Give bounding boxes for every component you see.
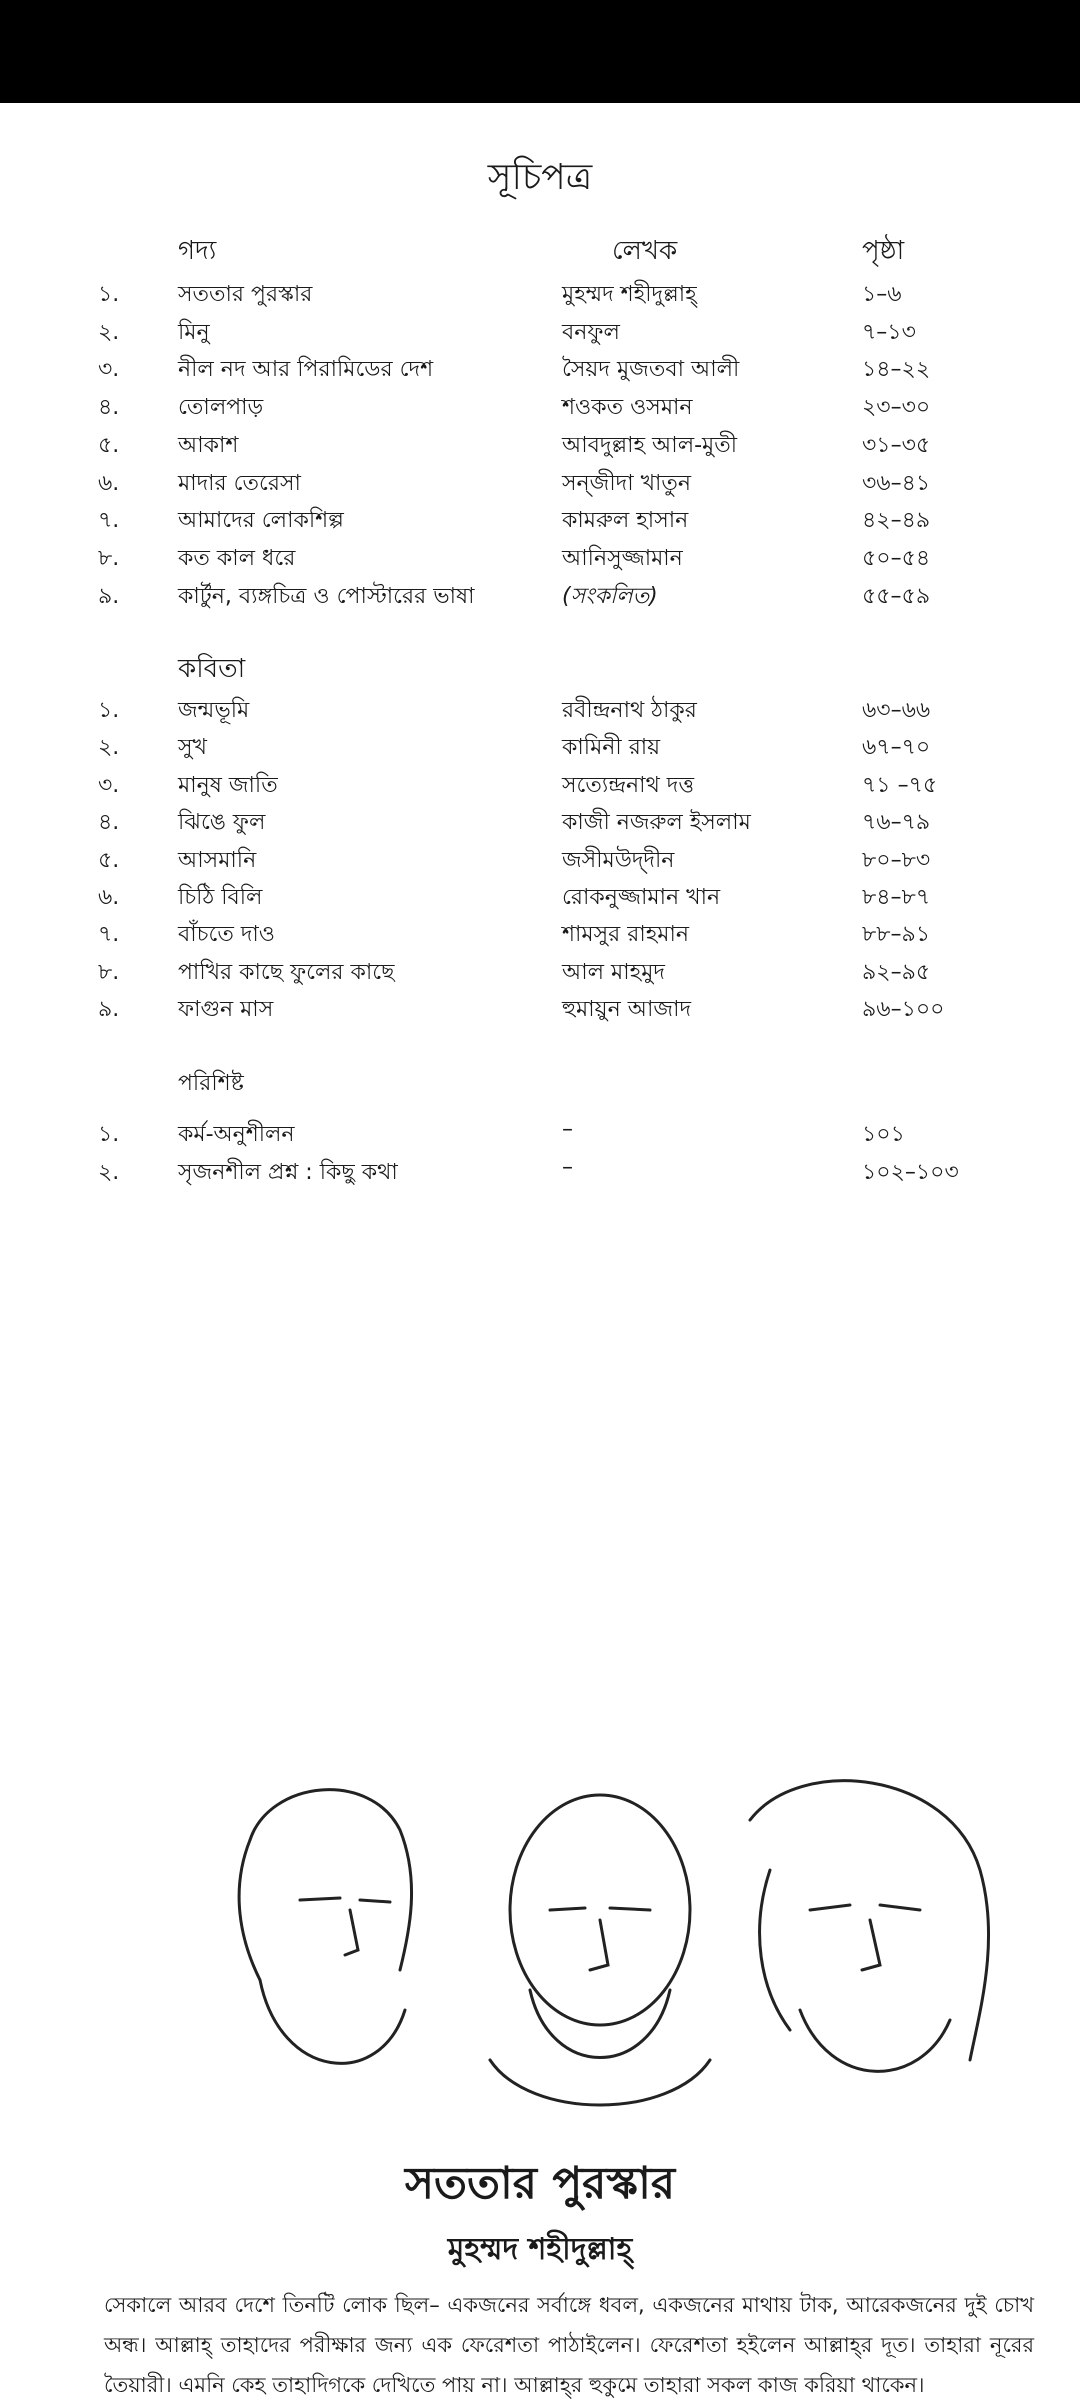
toc-author: জসীমউদ্‌দীন xyxy=(562,847,675,873)
toc-page: ৯২–৯৫ xyxy=(862,959,931,985)
toc-title: ঝিঙে ফুল xyxy=(178,810,266,836)
toc-page: ৩১–৩৫ xyxy=(862,432,931,458)
toc-page: ১৪–২২ xyxy=(862,357,931,383)
portrait-illustration xyxy=(190,1760,1010,2180)
toc-page: ৬৭–৭০ xyxy=(862,735,931,761)
right-portrait-eyes xyxy=(810,1905,920,1910)
toc-title: পাখির কাছে ফুলের কাছে xyxy=(178,959,395,985)
toc-author: আনিসুজ্জামান xyxy=(562,545,683,571)
toc-number: ২. xyxy=(98,735,120,761)
prose-header: গদ্য xyxy=(178,236,217,266)
toc-row[interactable] xyxy=(0,277,1080,315)
toc-number: ৪. xyxy=(98,395,120,421)
toc-author: কামরুল হাসান xyxy=(562,508,689,534)
toc-row[interactable] xyxy=(0,768,1080,806)
toc-row[interactable] xyxy=(0,730,1080,768)
toc-page: ২৩–৩০ xyxy=(862,395,931,421)
toc-number: ৮. xyxy=(98,959,120,985)
toc-author: আবদুল্লাহ আল-মুতী xyxy=(562,432,738,458)
toc-row[interactable] xyxy=(0,503,1080,541)
toc-title: কার্টুন, ব্যঙ্গচিত্র ও পোস্টারের ভাষা xyxy=(178,583,475,609)
left-portrait-hair xyxy=(239,1840,260,1980)
toc-title: তোলপাড় xyxy=(178,395,264,421)
toc-row[interactable] xyxy=(0,579,1080,617)
toc-author: আল মাহমুদ xyxy=(562,959,665,985)
middle-portrait-eyes xyxy=(550,1908,650,1910)
toc-author: সত্যেন্দ্রনাথ দত্ত xyxy=(562,772,695,798)
toc-title: সুখ xyxy=(178,735,207,761)
toc-page: ৯৬–১০০ xyxy=(862,997,945,1023)
poetry-header: কবিতা xyxy=(178,654,246,684)
middle-portrait-collar xyxy=(490,2060,710,2105)
toc-page: ৭৬–৭৯ xyxy=(862,810,931,836)
toc-author: মুহম্মদ শহীদুল্লাহ্ xyxy=(562,282,697,307)
toc-row[interactable] xyxy=(0,693,1080,731)
toc-number: ৬. xyxy=(98,470,120,496)
toc-title: আমাদের লোকশিল্প xyxy=(178,508,344,534)
toc-author: শওকত ওসমান xyxy=(562,395,693,421)
toc-author: সন্‌জীদা খাতুন xyxy=(562,470,692,496)
right-portrait-face xyxy=(760,1870,790,2030)
toc-author: রোকনুজ্জামান খান xyxy=(562,885,721,910)
toc-number: ৪. xyxy=(98,810,120,836)
toc-row[interactable] xyxy=(0,880,1080,918)
toc-number: ১. xyxy=(98,1122,120,1147)
toc-number: ৯. xyxy=(98,583,120,609)
toc-row[interactable] xyxy=(0,805,1080,843)
toc-number: ৯. xyxy=(98,997,120,1023)
left-portrait-beard xyxy=(260,1980,405,2063)
appendix-header: পরিশিষ্ট xyxy=(178,1071,244,1096)
toc-row[interactable] xyxy=(0,541,1080,579)
left-portrait-head xyxy=(250,1790,412,1970)
toc-row[interactable] xyxy=(0,1117,1080,1155)
toc-number: ৬. xyxy=(98,885,120,910)
toc-author: বনফুল xyxy=(562,319,620,345)
toc-title: কত কাল ধরে xyxy=(178,545,296,571)
toc-page: ৩৬–৪১ xyxy=(862,470,931,496)
middle-portrait-nose xyxy=(590,1920,608,1970)
toc-page: ৭–১৩ xyxy=(862,319,916,345)
toc-number: ৩. xyxy=(98,357,120,383)
toc-page: ৬৩–৬৬ xyxy=(862,698,931,723)
toc-page: ৫৫–৫৯ xyxy=(862,583,931,609)
chapter-author: মুহম্মদ শহীদুল্লাহ্ xyxy=(447,2232,633,2267)
toc-title: মাদার তেরেসা xyxy=(178,470,301,496)
toc-number: ২. xyxy=(98,319,120,345)
toc-number: ১. xyxy=(98,282,120,307)
toc-row[interactable] xyxy=(0,390,1080,428)
toc-title: সততার পুরস্কার xyxy=(178,282,313,307)
toc-row[interactable] xyxy=(0,428,1080,466)
toc-title: নীল নদ আর পিরামিডের দেশ xyxy=(178,357,434,383)
toc-page: ৪২–৪৯ xyxy=(862,508,931,534)
toc-number: ১. xyxy=(98,698,120,723)
toc-row[interactable] xyxy=(0,352,1080,390)
right-portrait-beard xyxy=(800,2010,950,2071)
page-title: সূচিপত্র xyxy=(487,157,593,198)
toc-title: ফাগুন মাস xyxy=(178,997,274,1023)
toc-row[interactable] xyxy=(0,955,1080,993)
toc-row[interactable] xyxy=(0,466,1080,504)
toc-number: ৩. xyxy=(98,772,120,798)
toc-title: কর্ম-অনুশীলন xyxy=(178,1122,295,1147)
page-header: পৃষ্ঠা xyxy=(862,236,905,266)
toc-author: রবীন্দ্রনাথ ঠাকুর xyxy=(562,698,697,723)
toc-title: চিঠি বিলি xyxy=(178,885,263,910)
toc-page: ৭১ –৭৫ xyxy=(862,772,938,798)
toc-title: আকাশ xyxy=(178,432,239,458)
toc-number: ৫. xyxy=(98,432,120,458)
toc-number: ২. xyxy=(98,1160,120,1185)
chapter-title: সততার পুরস্কার xyxy=(404,2158,676,2209)
toc-row[interactable] xyxy=(0,1155,1080,1193)
toc-title: মানুষ জাতি xyxy=(178,772,278,798)
toc-row[interactable] xyxy=(0,843,1080,881)
toc-title: আসমানি xyxy=(178,847,257,873)
toc-page: ৮৪–৮৭ xyxy=(862,885,931,910)
toc-title: বাঁচতে দাও xyxy=(178,922,275,948)
toc-number: ৮. xyxy=(98,545,120,571)
toc-page: ১০২–১০৩ xyxy=(862,1160,959,1185)
toc-page: ৫০–৫৪ xyxy=(862,545,931,571)
status-bar xyxy=(0,0,1080,103)
author-header: লেখক xyxy=(612,236,678,266)
toc-author: – xyxy=(562,1155,573,1180)
toc-row[interactable] xyxy=(0,315,1080,353)
toc-author: কাজী নজরুল ইসলাম xyxy=(562,810,751,836)
toc-author: শামসুর রাহমান xyxy=(562,922,690,948)
toc-author: সৈয়দ মুজতবা আলী xyxy=(562,357,740,383)
chapter-body: সেকালে আরব দেশে তিনটি লোক ছিল– একজনের সর্বাঙ্গে ধবল, একজনের মাথায় টাক, আরেকজনের দুই চোখ অন্ধ। আল্লাহ্ তাহাদের পরীক্ষার জন্য এক ফেরেশতা পাঠাইলেন। ফেরেশতা হইলেন আল্লাহ্‌র দূত। তাহারা নূরের তৈয়ারী। এমনি কেহ তাহাদিগকে দেখিতে পায় না। আল্লাহ্‌র হুকুমে তাহারা সকল কাজ করিয়া থাকেন। xyxy=(104,2293,1034,2397)
toc-author: কামিনী রায় xyxy=(562,735,661,761)
toc-page: ৮৮–৯১ xyxy=(862,922,931,948)
toc-page: ১০১ xyxy=(862,1122,905,1147)
toc-page: ৮০–৮৩ xyxy=(862,847,931,873)
toc-row[interactable] xyxy=(0,917,1080,955)
left-portrait-eye xyxy=(300,1898,390,1902)
toc-number: ৭. xyxy=(98,922,120,948)
toc-author: হুমায়ুন আজাদ xyxy=(562,997,692,1023)
toc-title: জন্মভূমি xyxy=(178,698,250,723)
toc-title: সৃজনশীল প্রশ্ন : কিছু কথা xyxy=(178,1160,398,1185)
middle-portrait-head xyxy=(510,1795,690,2025)
toc-number: ৭. xyxy=(98,508,120,534)
toc-title: মিনু xyxy=(178,319,210,345)
toc-number: ৫. xyxy=(98,847,120,873)
toc-author: – xyxy=(562,1117,573,1142)
toc-row[interactable] xyxy=(0,992,1080,1030)
right-portrait-nose xyxy=(862,1920,880,1970)
left-portrait-nose xyxy=(345,1910,358,1955)
toc-page: ১–৬ xyxy=(862,282,902,307)
toc-author: (সংকলিত) xyxy=(562,583,658,609)
